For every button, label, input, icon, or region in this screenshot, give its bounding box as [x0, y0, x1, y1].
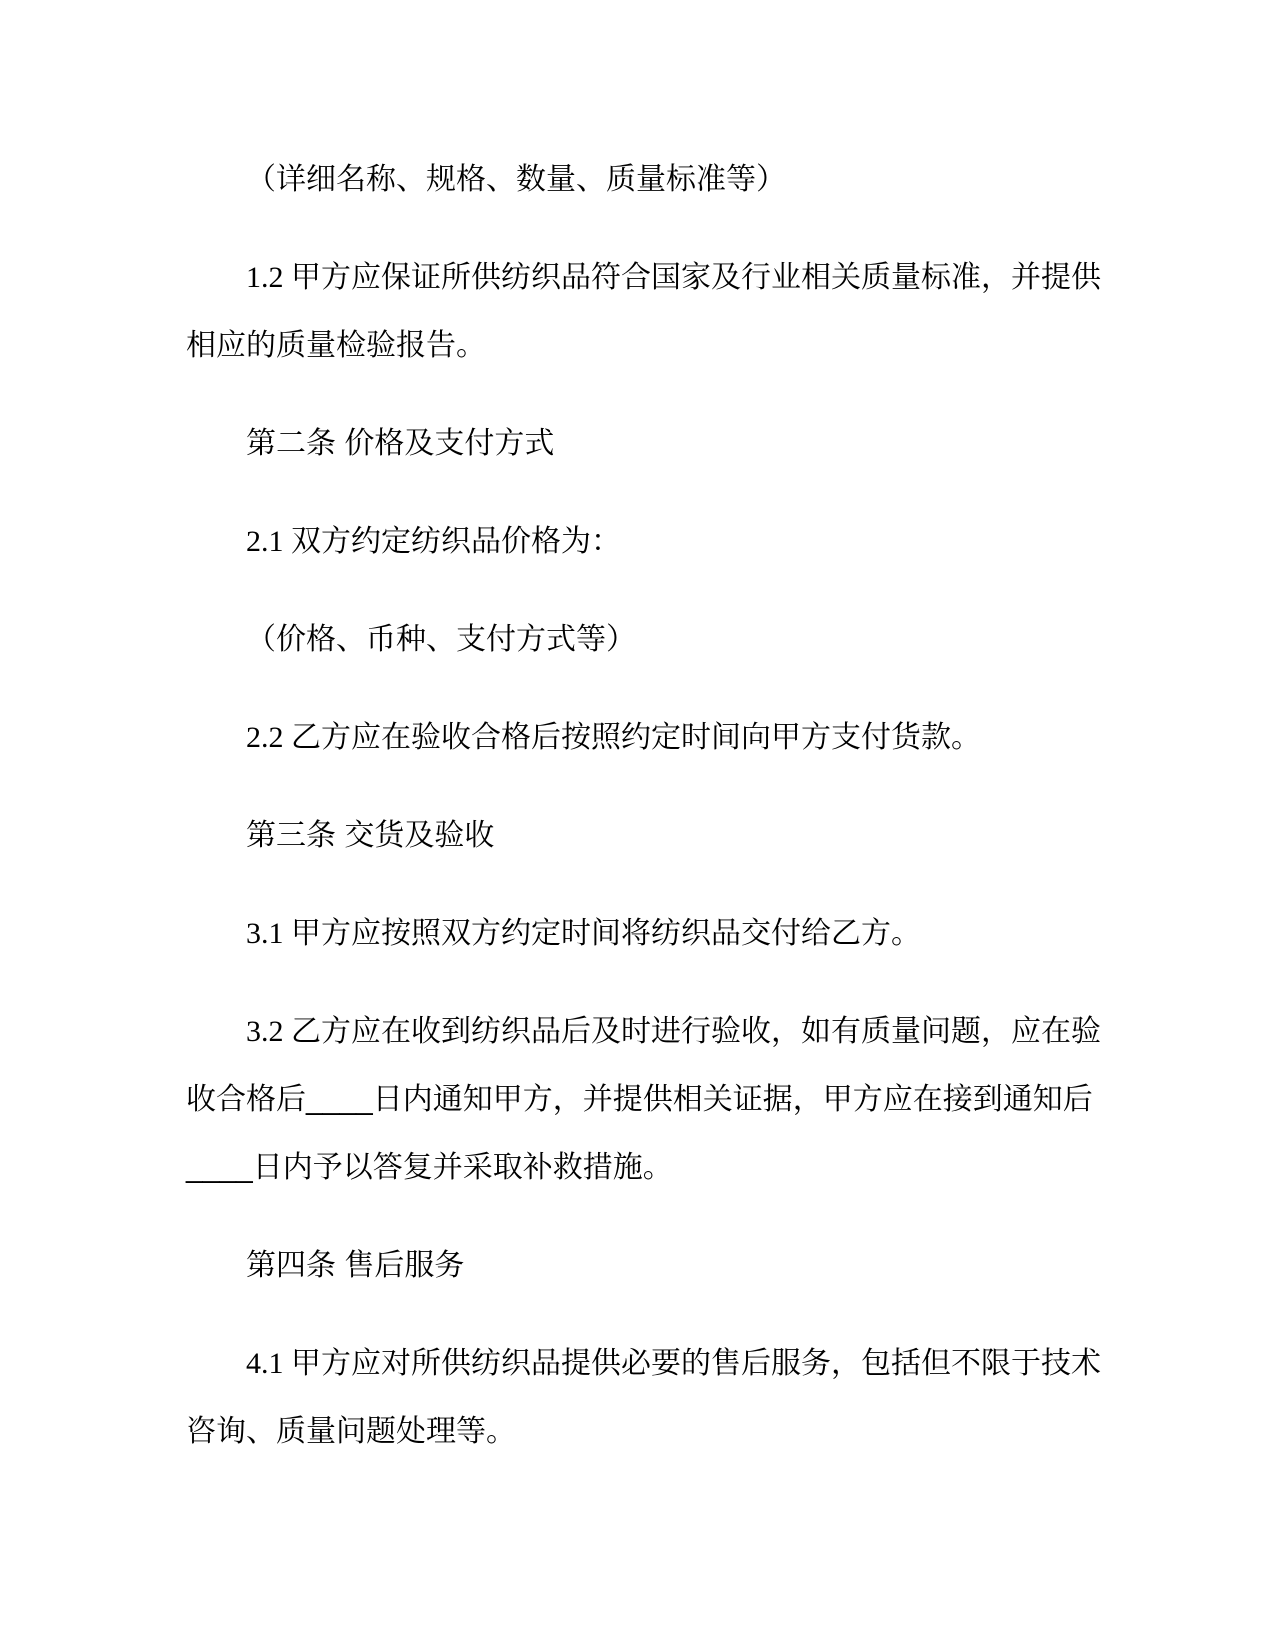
clause-heading	[186, 1232, 1097, 1300]
clause-heading-line: 第二条 价格及支付方式	[246, 427, 555, 460]
clause-number: 3.1	[246, 917, 291, 950]
paragraph	[186, 146, 1097, 214]
clause-number: 2.2	[246, 721, 291, 754]
clause-number: 2.1	[246, 525, 291, 558]
paragraph	[186, 900, 1097, 968]
paragraph	[186, 508, 1097, 576]
paragraph	[186, 998, 1101, 1202]
paragraph	[186, 606, 1097, 674]
clause-heading	[186, 410, 1097, 478]
clause-number: 4.1	[246, 1347, 291, 1380]
text-line: 3.2 乙方应在收到纺织品后及时进行验收，如有质量问题，应在验	[246, 1015, 1101, 1048]
text-line: ____日内予以答复并采取补救措施。	[186, 1151, 673, 1184]
text-line: 4.1 甲方应对所供纺织品提供必要的售后服务，包括但不限于技术	[246, 1347, 1101, 1380]
text-line: 2.1 双方约定纺织品价格为：	[246, 525, 621, 558]
clause-heading-line: 第三条 交货及验收	[246, 819, 495, 852]
text-line: 3.1 甲方应按照双方约定时间将纺织品交付给乙方。	[246, 917, 921, 950]
text-line: （价格、币种、支付方式等）	[246, 623, 636, 656]
clause-number: 1.2	[246, 261, 291, 294]
text-line: 咨询、质量问题处理等。	[186, 1415, 516, 1448]
clause-number: 3.2	[246, 1015, 291, 1048]
text-line: 相应的质量检验报告。	[186, 329, 486, 362]
text-line: 1.2 甲方应保证所供纺织品符合国家及行业相关质量标准，并提供	[246, 261, 1101, 294]
paragraph	[186, 1330, 1101, 1466]
text-line: 收合格后____日内通知甲方，并提供相关证据，甲方应在接到通知后	[186, 1083, 1093, 1116]
paragraph	[186, 244, 1101, 380]
text-line: 2.2 乙方应在验收合格后按照约定时间向甲方支付货款。	[246, 721, 981, 754]
text-line: （详细名称、规格、数量、质量标准等）	[246, 163, 786, 196]
clause-heading-line: 第四条 售后服务	[246, 1249, 465, 1282]
paragraph	[186, 704, 1097, 772]
clause-heading	[186, 802, 1097, 870]
